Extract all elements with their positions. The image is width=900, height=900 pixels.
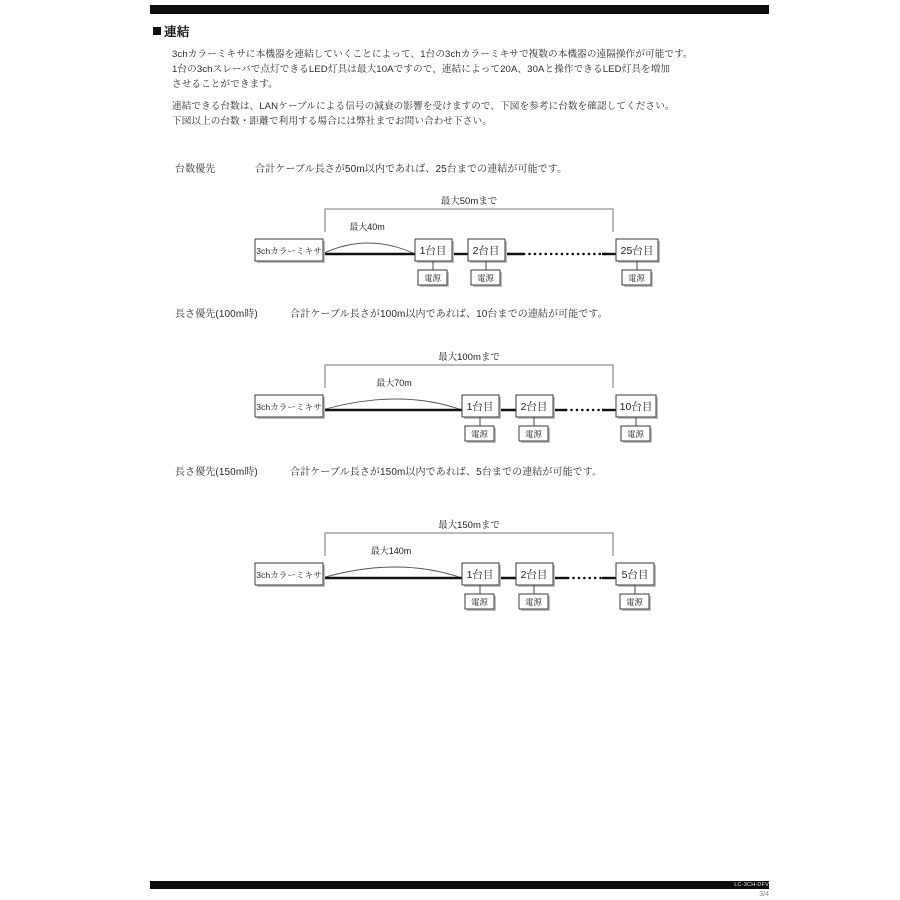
node-box-label: 10台目: [619, 401, 653, 413]
case-key-2: 長さ優先(100m時): [175, 309, 258, 320]
case-key-3: 長さ優先(150m時): [175, 467, 258, 478]
intro-line: 1台の3chスレーバで点灯できるLED灯具は最大10Aですので、連結によって20A、30Aと操作できるLED灯具を増加: [172, 64, 671, 76]
chain-diagram-1: [0, 192, 900, 292]
case-description-1: 合計ケーブル長さが50m以内であれば、25台までの連結が可能です。: [255, 164, 568, 175]
intro-paragraph-2: [172, 99, 675, 129]
power-box-label: 電源: [424, 273, 441, 283]
intro-line: させることができます。: [172, 79, 278, 91]
node-box-label: 1台目: [466, 569, 494, 581]
power-box-label: 電源: [525, 597, 542, 607]
intro-line: 3chカラーミキサに本機器を連結していくことによって、1台の3chカラーミキサで複数の本機器の遠隔操作が可能です。: [172, 49, 693, 60]
header-rule: [150, 5, 769, 14]
square-bullet-icon: [153, 27, 161, 35]
case-description-2: 合計ケーブル長さが100m以内であれば、10台までの連結が可能です。: [290, 309, 608, 320]
node-box-label: 1台目: [466, 401, 494, 413]
master-box-label-3: 3chカラーミキサ: [256, 570, 322, 580]
case-key-1: 台数優先: [175, 164, 216, 175]
case-lead-2: [175, 305, 608, 320]
power-box-label: 電源: [471, 597, 488, 607]
master-box-label-1: 3chカラーミキサ: [256, 246, 322, 256]
chain-diagram-3: [0, 508, 900, 613]
master-box-label-2: 3chカラーミキサ: [256, 402, 322, 412]
power-box-label: 電源: [627, 429, 644, 439]
node-box-label: 2台目: [472, 245, 500, 257]
intro-paragraph-1: [172, 47, 693, 93]
footer-model-code: LC-3CH-DFV: [734, 882, 769, 888]
total-span-label-2: 最大100mまで: [438, 352, 500, 363]
section-title-text: 連結: [164, 25, 190, 39]
footer-page-number: 3/4: [759, 891, 769, 898]
case-lead-3: [175, 463, 602, 478]
case-description-3: 合計ケーブル長さが150m以内であれば、5台までの連結が可能です。: [290, 467, 603, 478]
power-box-label: 電源: [525, 429, 542, 439]
first-hop-label-1: 最大40m: [349, 222, 385, 232]
node-box-label: 1台目: [419, 245, 447, 257]
first-hop-label-3: 最大140m: [370, 546, 412, 556]
intro-line: 下図以上の台数・距離で利用する場合には弊社までお問い合わせ下さい。: [172, 116, 492, 128]
node-box-label: 5台目: [621, 569, 649, 581]
node-box-label: 2台目: [520, 569, 548, 581]
case-lead-1: [175, 160, 567, 175]
total-span-label-3: 最大150mまで: [438, 520, 500, 531]
chain-diagram-2: [0, 343, 900, 448]
total-span-label-1: 最大50mまで: [440, 196, 498, 207]
power-box-label: 電源: [626, 597, 643, 607]
power-box-label: 電源: [471, 429, 488, 439]
power-box-label: 電源: [477, 273, 494, 283]
node-box-label: 2台目: [520, 401, 548, 413]
first-hop-label-2: 最大70m: [376, 378, 412, 388]
page-title: [153, 22, 190, 40]
power-box-label: 電源: [628, 273, 645, 283]
footer-rule: [150, 881, 769, 889]
intro-line: 連結できる台数は、LANケーブルによる信号の減衰の影響を受けますので、下図を参考に台数を確認してください。: [172, 101, 675, 112]
node-box-label: 25台目: [620, 245, 654, 257]
